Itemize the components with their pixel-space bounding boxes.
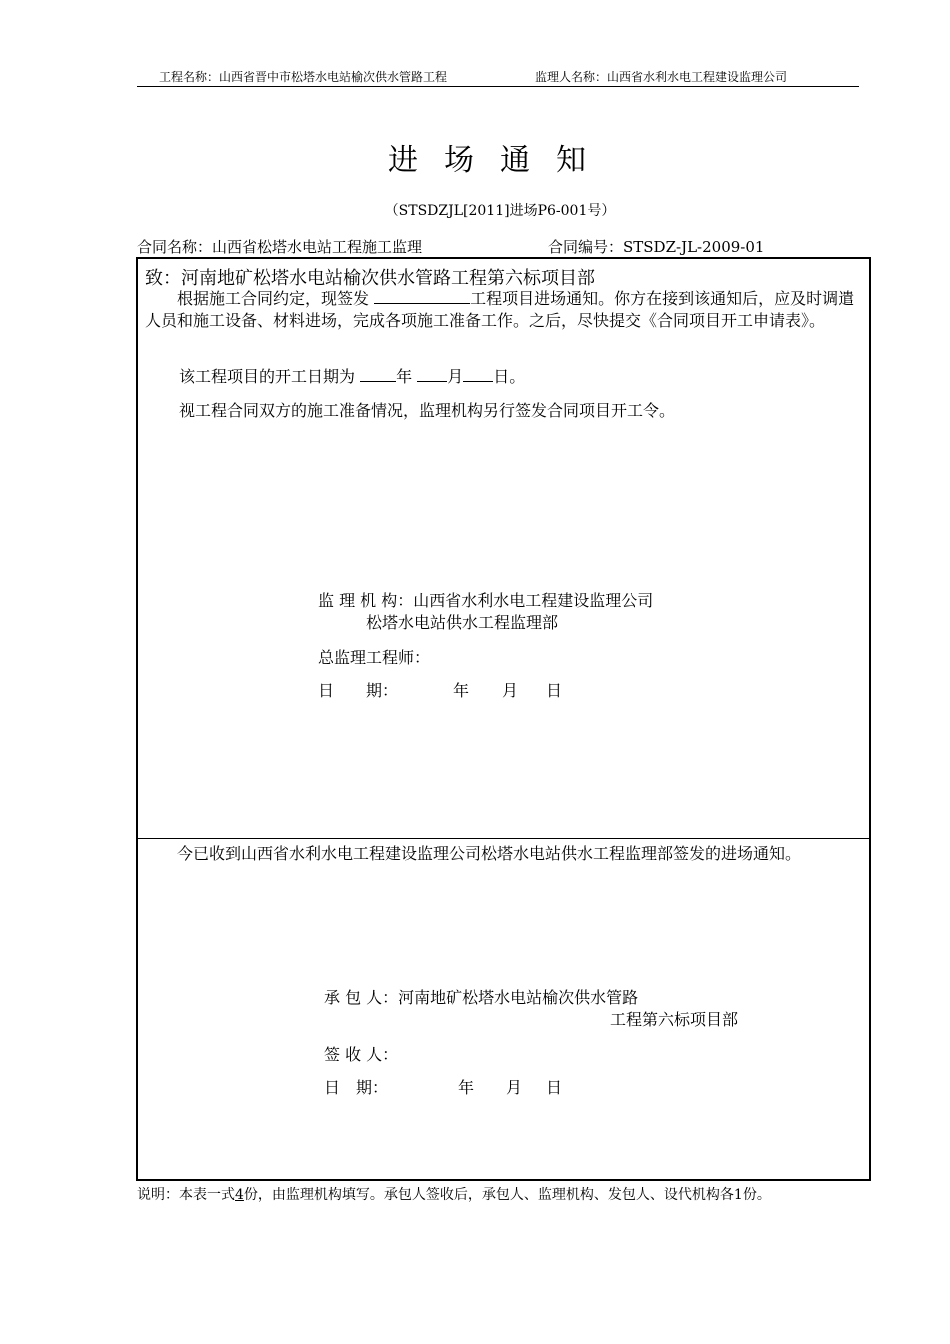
contractor-sub: 工程第六标项目部 (610, 1010, 739, 1029)
notice-date-day: 日 (546, 681, 563, 700)
receipt-date-label: 日 期： (324, 1078, 389, 1097)
supervision-org-sub: 松塔水电站供水工程监理部 (366, 613, 559, 632)
footnote-prefix: 说明：本表一式 (137, 1187, 235, 1203)
notice-date-label: 日 期： (318, 681, 399, 700)
notice-para1-a: 根据施工合同约定，现签发 (177, 289, 370, 308)
contractor-label: 承 包 人：河南地矿松塔水电站榆次供水管路 (324, 988, 639, 1007)
signer-label: 签 收 人： (324, 1045, 399, 1064)
notice-recipient: 致：河南地矿松塔水电站榆次供水管路工程第六标项目部 (145, 268, 595, 289)
form-frame (136, 257, 871, 1181)
start-month-blank[interactable] (417, 365, 447, 382)
notice-para1-b: 工程项目进场通知。你方在接到该通知后，应及时调遣人员和施工设备、材料进场，完成各项施工准备工作。之后，尽快提交《合同项目开工申请表》。 (145, 289, 855, 330)
contract-number: 合同编号：STSDZ-JL-2009-01 (548, 238, 765, 256)
start-date-line (179, 364, 525, 387)
footnote-suffix: 份，由监理机构填写。承包人签收后，承包人、监理机构、发包人、设代机构各1份。 (243, 1187, 771, 1203)
supervision-org: 监 理 机 构：山西省水利水电工程建设监理公司 (318, 591, 654, 610)
contract-name: 合同名称：山西省松塔水电站工程施工监理 (137, 238, 423, 256)
project-blank[interactable] (374, 287, 470, 304)
document-title: 进场通知 (388, 143, 612, 178)
receipt-date-month: 月 (506, 1078, 523, 1097)
section-divider (136, 838, 869, 839)
start-year-label: 年 (396, 367, 413, 386)
notice-paragraph-3: 视工程合同双方的施工准备情况，监理机构另行签发合同项目开工令。 (179, 401, 676, 420)
notice-date-year: 年 (453, 681, 470, 700)
receipt-date-day: 日 (546, 1078, 563, 1097)
footnote (137, 1184, 771, 1204)
footnote-count: 4 (235, 1187, 244, 1203)
document-number: （STSDZJL[2011]进场P6-001号） (384, 203, 616, 219)
receipt-date-year: 年 (458, 1078, 475, 1097)
start-month-label: 月 (447, 367, 464, 386)
header-rule (137, 86, 859, 87)
chief-engineer-label: 总监理工程师： (318, 648, 431, 667)
header-project-name: 工程名称：山西省晋中市松塔水电站榆次供水管路工程 (159, 70, 448, 84)
start-day-label: 日。 (493, 367, 526, 386)
start-year-blank[interactable] (360, 365, 396, 382)
receipt-text: 今已收到山西省水利水电工程建设监理公司松塔水电站供水工程监理部签发的进场通知。 (177, 844, 802, 863)
header-supervisor-name: 监理人名称：山西省水利水电工程建设监理公司 (535, 70, 788, 84)
notice-date-month: 月 (502, 681, 519, 700)
start-date-prefix: 该工程项目的开工日期为 (179, 367, 356, 386)
start-day-blank[interactable] (463, 365, 493, 382)
notice-paragraph-1 (145, 287, 863, 332)
